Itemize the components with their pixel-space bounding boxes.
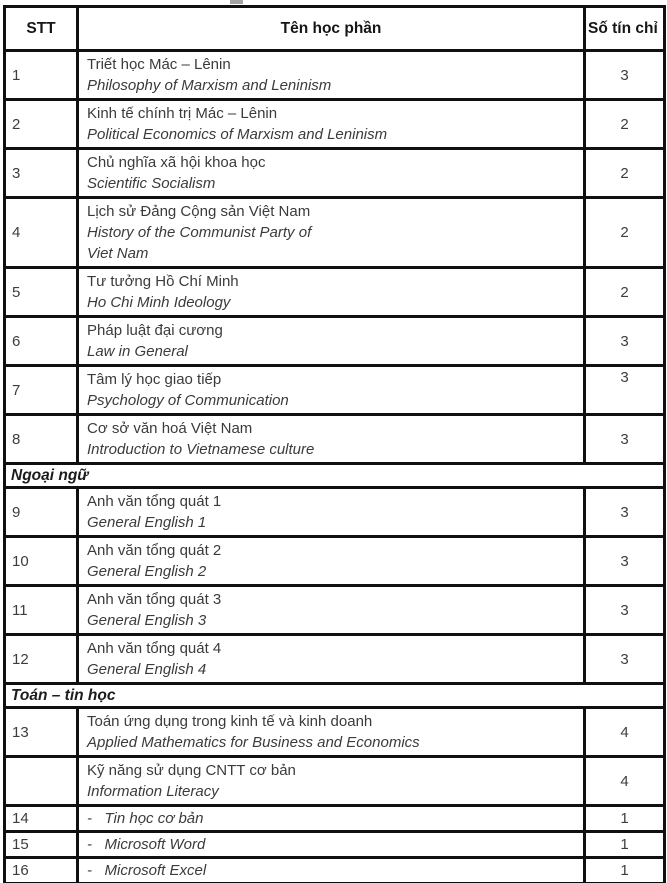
course-name-vi: Kỹ năng sử dụng CNTT cơ bản <box>87 762 296 779</box>
credits-cell: 3 <box>585 488 665 537</box>
course-name-cell <box>78 635 585 684</box>
course-name-cell <box>78 100 585 149</box>
course-name-cell <box>78 858 585 883</box>
header-credits: Số tín chỉ <box>585 7 665 51</box>
table-row <box>5 268 665 317</box>
credits-cell: 1 <box>585 858 665 883</box>
header-stt: STT <box>5 7 78 51</box>
course-name-en: Philosophy of Marxism and Leninism <box>87 77 332 94</box>
credits-cell: 2 <box>585 100 665 149</box>
section-cell <box>5 684 665 708</box>
course-name-vi: Toán ứng dụng trong kinh tế và kinh doanh <box>87 713 373 730</box>
stt-cell: 9 <box>5 488 78 537</box>
stt-cell: 5 <box>5 268 78 317</box>
course-name-en: Political Economics of Marxism and Leninism <box>87 126 388 143</box>
course-name-cell <box>78 51 585 100</box>
section-row <box>5 684 665 708</box>
table-row <box>5 51 665 100</box>
stt-cell: 6 <box>5 317 78 366</box>
course-name-cell <box>78 317 585 366</box>
credits-cell: 1 <box>585 832 665 858</box>
table-row <box>5 149 665 198</box>
course-name-cell <box>78 586 585 635</box>
course-name-vi: Cơ sở văn hoá Việt Nam <box>87 420 253 437</box>
stt-cell: 1 <box>5 51 78 100</box>
credits-cell: 2 <box>585 198 665 268</box>
credits-cell: 1 <box>585 806 665 832</box>
course-table-body <box>5 51 665 883</box>
table-row <box>5 100 665 149</box>
credits-cell: 2 <box>585 149 665 198</box>
stt-cell: 10 <box>5 537 78 586</box>
credits-cell: 3 <box>585 51 665 100</box>
course-name-en: General English 3 <box>87 612 207 629</box>
course-name-vi: Kinh tế chính trị Mác – Lênin <box>87 105 278 122</box>
stt-cell: 16 <box>5 858 78 883</box>
course-name-cell <box>78 415 585 464</box>
course-name-vi: Tâm lý học giao tiếp <box>87 371 222 388</box>
stt-cell: 11 <box>5 586 78 635</box>
table-row <box>5 806 665 832</box>
course-name-en: Law in General <box>87 343 188 360</box>
course-name-cell <box>78 149 585 198</box>
course-name-cell <box>78 366 585 415</box>
course-name-cell <box>78 757 585 806</box>
stt-cell: 4 <box>5 198 78 268</box>
section-label: Ngoại ngữ <box>11 467 89 484</box>
course-name-vi: Tư tưởng Hồ Chí Minh <box>87 273 239 290</box>
table-row <box>5 586 665 635</box>
table-row <box>5 757 665 806</box>
course-name-single: - Tin học cơ bản <box>87 810 204 827</box>
section-row <box>5 464 665 488</box>
course-name-en-line2: Viet Nam <box>87 245 149 262</box>
stt-cell: 2 <box>5 100 78 149</box>
course-name-en: History of the Communist Party of <box>87 224 312 241</box>
cropped-content-artifact <box>230 0 243 4</box>
course-name-single: - Microsoft Word <box>87 836 206 853</box>
course-name-vi: Anh văn tổng quát 4 <box>87 640 222 657</box>
table-row <box>5 858 665 883</box>
table-row <box>5 415 665 464</box>
stt-cell: 14 <box>5 806 78 832</box>
credits-cell: 3 <box>585 317 665 366</box>
table-row <box>5 708 665 757</box>
table-row <box>5 832 665 858</box>
header-course-name: Tên học phần <box>78 7 585 51</box>
course-name-en: Applied Mathematics for Business and Economics <box>87 734 420 751</box>
stt-cell <box>5 757 78 806</box>
course-name-en: General English 1 <box>87 514 207 531</box>
stt-cell: 8 <box>5 415 78 464</box>
stt-cell: 13 <box>5 708 78 757</box>
course-name-cell <box>78 488 585 537</box>
course-name-cell <box>78 708 585 757</box>
section-label: Toán – tin học <box>11 687 116 704</box>
course-name-cell <box>78 198 585 268</box>
course-name-vi: Anh văn tổng quát 2 <box>87 542 222 559</box>
credits-cell: 3 <box>585 537 665 586</box>
course-name-vi: Anh văn tổng quát 3 <box>87 591 222 608</box>
table-row <box>5 317 665 366</box>
course-name-en: Scientific Socialism <box>87 175 216 192</box>
table-row <box>5 366 665 415</box>
credits-cell: 2 <box>585 268 665 317</box>
table-row <box>5 635 665 684</box>
stt-cell: 3 <box>5 149 78 198</box>
course-name-vi: Anh văn tổng quát 1 <box>87 493 222 510</box>
stt-cell: 7 <box>5 366 78 415</box>
course-name-en: Psychology of Communication <box>87 392 289 409</box>
credits-cell: 3 <box>585 366 665 415</box>
table-row <box>5 488 665 537</box>
credits-cell: 4 <box>585 708 665 757</box>
course-name-vi: Lịch sử Đảng Cộng sản Việt Nam <box>87 203 311 220</box>
stt-cell: 12 <box>5 635 78 684</box>
course-name-vi: Triết học Mác – Lênin <box>87 56 231 73</box>
stt-cell: 15 <box>5 832 78 858</box>
credits-cell: 3 <box>585 635 665 684</box>
curriculum-table <box>3 5 666 883</box>
credits-cell: 4 <box>585 757 665 806</box>
table-row <box>5 537 665 586</box>
course-name-cell <box>78 268 585 317</box>
course-name-en: Information Literacy <box>87 783 219 800</box>
course-name-en: General English 2 <box>87 563 207 580</box>
course-name-cell <box>78 537 585 586</box>
credits-cell: 3 <box>585 586 665 635</box>
course-name-single: - Microsoft Excel <box>87 862 207 879</box>
course-name-cell <box>78 832 585 858</box>
course-name-en: Introduction to Vietnamese culture <box>87 441 315 458</box>
section-cell <box>5 464 665 488</box>
course-name-vi: Pháp luật đại cương <box>87 322 223 339</box>
course-name-cell <box>78 806 585 832</box>
course-name-en: General English 4 <box>87 661 207 678</box>
table-row <box>5 198 665 268</box>
credits-cell: 3 <box>585 415 665 464</box>
course-name-en: Ho Chi Minh Ideology <box>87 294 231 311</box>
table-header-row <box>5 7 665 51</box>
course-name-vi: Chủ nghĩa xã hội khoa học <box>87 154 266 171</box>
